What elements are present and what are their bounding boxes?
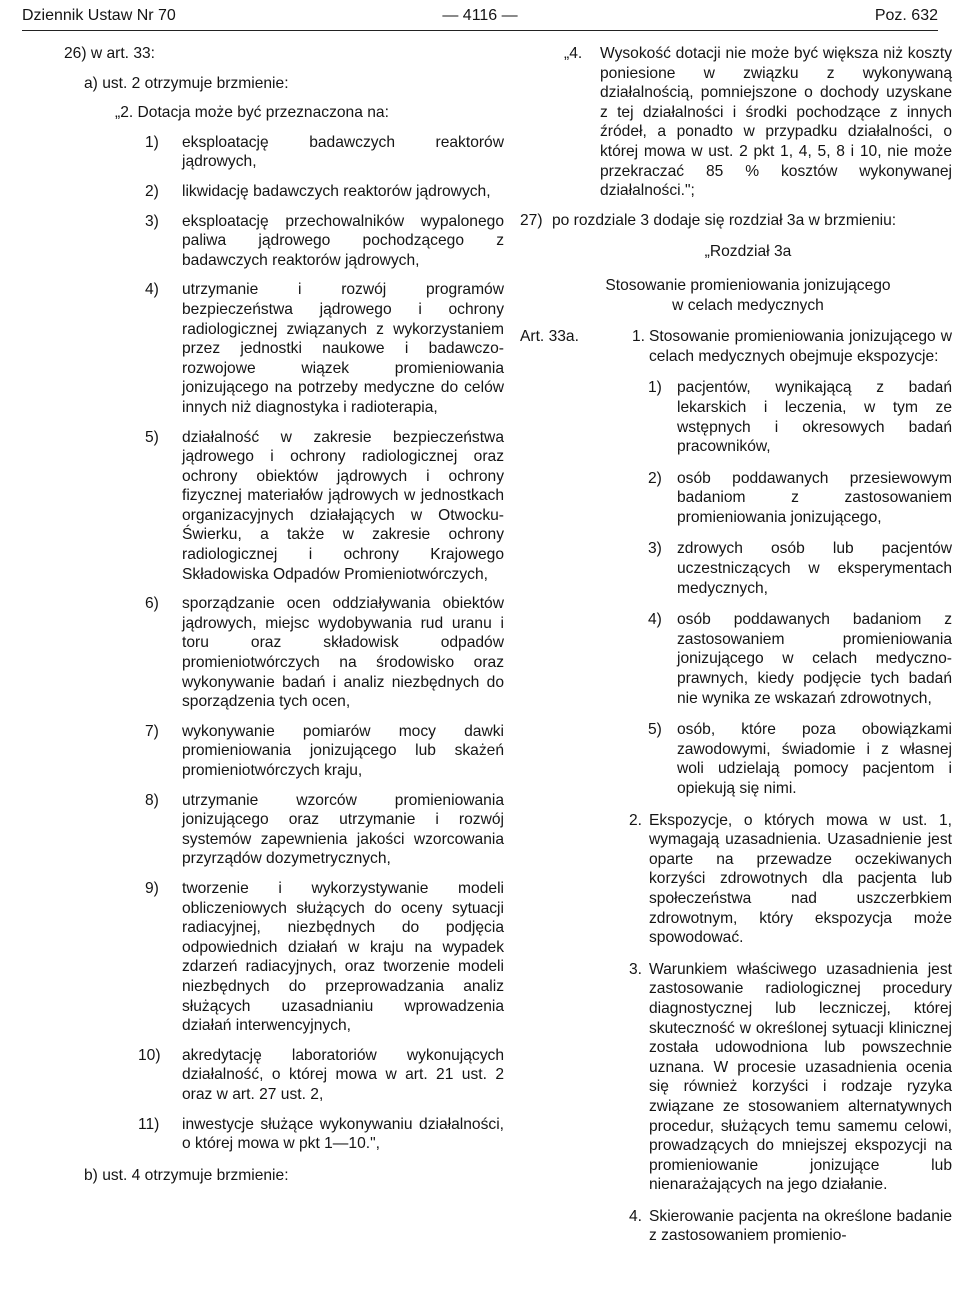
position-number: Poz. 632 — [874, 7, 938, 24]
list-item-number: 2) — [648, 469, 662, 487]
paragraph-number: 4. — [629, 1207, 643, 1225]
list-item — [64, 182, 504, 202]
list-item-text: zdrowych osób lub pacjentów uczestniczących w eksperymentach medycznych, — [677, 540, 952, 597]
list-item-number: 1) — [145, 133, 159, 151]
list-item-text: akredytację laboratoriów wykonujących działalność, o której mowa w art. 21 ust. 2 oraz w art. 27 ust. 2, — [182, 1046, 504, 1103]
list-item — [64, 722, 504, 781]
list-item-text: pacjentów, wynikającą z badań lekarskich i leczenia, w tym ze wstępnych i okresowych badań pracowników, — [677, 379, 952, 456]
paragraph — [520, 1207, 952, 1246]
page-header — [22, 6, 938, 32]
ust-a-heading: a) ust. 2 otrzymuje brzmienie: — [84, 74, 289, 92]
list-item-text: sporządzanie ocen oddziaływania obiektów jądrowych, miejsc wydobywania rud uranu i toru oraz składowisk odpadów promieniotwórczych na środowisko oraz wykonywanie badań i analiz niezbędnych do sporządzenia tych ocen, — [182, 595, 504, 711]
header-rule — [22, 30, 938, 31]
amendment-26: 26) w art. 33: — [64, 45, 156, 62]
list-item — [64, 1115, 504, 1154]
right-column — [520, 44, 952, 1246]
list-item — [64, 212, 504, 271]
chapter-title — [544, 276, 952, 315]
list-item-text: wykonywanie pomiarów mocy dawki promieniowania jonizującego lub skażeń promieniotwórczych kraju, — [182, 722, 504, 779]
list-item-text: utrzymanie i rozwój programów bezpieczeństwa jądrowego i ochrony radiologicznej związanych z wykorzystaniem przez jednostki naukowe i badawczo-rozwojowe wiązek promieniowania jonizującego na potrzeby medyczne do celów innych niż diagnostyka i radioterapia, — [182, 281, 504, 416]
left-column — [64, 44, 504, 1185]
list-item — [520, 610, 952, 708]
list-item-number: 4) — [145, 281, 159, 299]
amendment-27 — [520, 211, 952, 231]
list-item-text: inwestycje służące wykonywaniu działalności, o której mowa w pkt 1—10.", — [182, 1115, 504, 1153]
paragraph-number: 2. — [629, 811, 643, 829]
list-item-text: osób poddawanych badaniom z zastosowaniem promieniowania jonizującego w celach medyczno-prawnych, kiedy podjęcie tych badań nie wynika ze wskazań zdrowotnych, — [677, 611, 952, 707]
list-item-text: osób, które poza obowiązkami zawodowymi, świadomie i z własnej woli udzielają pomocy pacjentom i opiekują się nimi. — [677, 721, 952, 797]
list-item-number: 6) — [145, 595, 159, 613]
list-item — [520, 378, 952, 456]
list-item — [520, 469, 952, 528]
page-number: — 4116 — — [442, 7, 518, 24]
list-item-text: tworzenie i wykorzystywanie modeli obliczeniowych służących do oceny sytuacji radiacyjnej, niezbędnych do podjęcia odpowiednich działań w kraju na wypadek zdarzeń radiacyjnych, oraz tworzenie modeli niezbędnych do przeprowadzania analiz służących uzasadnianiu wprowadzenia działań interwencyjnych, — [182, 879, 504, 1035]
list-item-number: 10) — [138, 1046, 161, 1064]
list-item-number: 5) — [648, 721, 662, 739]
quote-ust-4-text: Wysokość dotacji nie może być większa niż koszty poniesione w związku z wykonywaną działalnością, pomniejszone o dochody uzyskane z tej działalności i środki pochodzące z innych źródeł, a ponadto w przypadku działalności, o której mowa w ust. 2 pkt 1, 4, 5, 8 i 10, nie może przekraczać 85 % kosztów wykonywanej działalności."; — [600, 45, 952, 200]
list-item — [64, 879, 504, 1036]
quote-ust-4-number: „4. — [564, 45, 583, 62]
list-item-text: utrzymanie wzorców promieniowania jonizującego oraz utrzymanie i rozwój systemów zapewnienia jakości wzorcowania przyrządów dozymetrycznych, — [182, 791, 504, 868]
list-item — [64, 280, 504, 417]
paragraph-text: Warunkiem właściwego uzasadnienia jest zastosowanie radiologicznej procedury diagnostycznej lub leczniczej, której skuteczność w określonej sytuacji klinicznej została udowodniona lub powszechnie uznana. W procesie uzasadnienia ocenia się również korzyści i rodzaje ryzyka związane ze stosowaniem alternatywnych procedur, służących temu samemu celowi, prowadzących do mniejszej ekspozycji na promieniowanie jonizujące lub nienarażających na jego działanie. — [649, 960, 952, 1194]
list-item-text: eksploatację przechowalników wypalonego paliwa jądrowego pochodzącego z badawczych reaktorów jądrowych, — [182, 212, 504, 269]
list-item-text: działalność w zakresie bezpieczeństwa jądrowego i ochrony radiologicznej oraz ochrony obiektów jądrowych i ochrony fizycznej materiałów jądrowych w jednostkach organizacyjnych działających w Otwocku-Świerku, a także w zakresie ochrony radiologicznej i ochrony Krajowego Składowiska Odpadów Promieniotwórczych, — [182, 428, 504, 583]
list-item-number: 9) — [145, 879, 159, 897]
list-item-number: 3) — [145, 212, 159, 230]
list-item-number: 8) — [145, 791, 159, 809]
paragraph-text: Skierowanie pacjenta na określone badanie z zastosowaniem promienio- — [649, 1207, 952, 1245]
quote-ust-4 — [520, 44, 952, 201]
journal-title: Dziennik Ustaw Nr 70 — [22, 7, 176, 24]
chapter-heading: „Rozdział 3a — [704, 243, 792, 261]
amendment-27-text: po rozdziale 3 dodaje się rozdział 3a w brzmieniu: — [552, 211, 897, 229]
list-item — [520, 539, 952, 598]
paragraph — [520, 811, 952, 948]
amendment-27-number: 27) — [520, 211, 543, 229]
list-item — [64, 791, 504, 869]
list-item-number: 1) — [648, 379, 662, 397]
list-item-number: 4) — [648, 611, 662, 629]
quote-start: „2. Dotacja może być przeznaczona na: — [115, 104, 389, 122]
list-item — [64, 133, 504, 172]
paragraph-number: 3. — [629, 960, 643, 978]
list-item-number: 11) — [138, 1115, 160, 1133]
list-item-text: osób poddawanych przesiewowym badaniom z zastosowaniem promieniowania jonizującego, — [677, 469, 952, 526]
chapter-title-line: w celach medycznych — [672, 296, 824, 314]
paragraph — [520, 960, 952, 1195]
article-33a — [520, 327, 952, 366]
list-item — [64, 594, 504, 712]
article-paragraph-number: 1. — [632, 328, 646, 346]
article-label: Art. 33a. — [520, 328, 579, 346]
chapter-title-line: Stosowanie promieniowania jonizującego — [605, 276, 891, 294]
list-item — [64, 1046, 504, 1105]
article-text: Stosowanie promieniowania jonizującego w celach medycznych obejmuje ekspozycje: — [649, 328, 952, 365]
list-item-number: 3) — [648, 540, 662, 558]
list-item-text: likwidację badawczych reaktorów jądrowych, — [182, 182, 491, 200]
list-item-number: 5) — [145, 428, 159, 446]
list-item — [520, 720, 952, 798]
list-item-number: 7) — [145, 722, 159, 740]
ust-b-heading: b) ust. 4 otrzymuje brzmienie: — [84, 1166, 289, 1184]
list-item — [64, 428, 504, 585]
list-item-number: 2) — [145, 182, 159, 200]
paragraph-text: Ekspozycje, o których mowa w ust. 1, wymagają uzasadnienia. Uzasadnienie jest oparte na przewadze oczekiwanych korzyści zdrowotnych dla pacjenta lub społeczeństwa nad uszczerbkiem zdrowotnym, który ekspozycja może spowodować. — [649, 811, 952, 947]
list-item-text: eksploatację badawczych reaktorów jądrowych, — [182, 133, 504, 171]
